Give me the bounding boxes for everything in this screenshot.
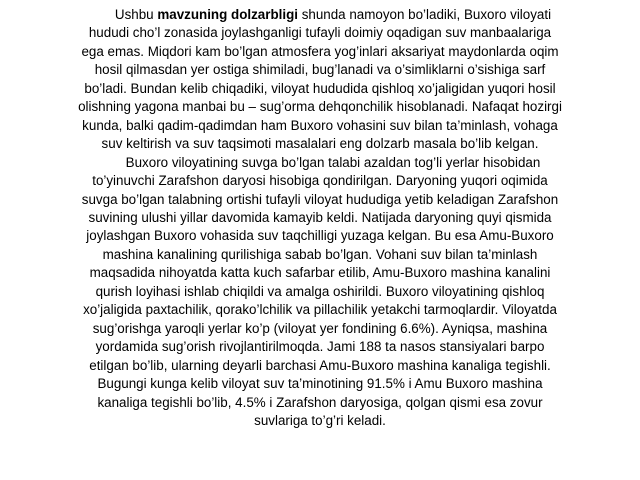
paragraph-2-line-1 — [36, 154, 604, 172]
text-line: etilgan bo’lib, ularning deyarli barchasi Amu-Buxoro mashina kanaliga tegishli. — [89, 357, 551, 373]
text-line: joylashgan Buxoro vohasida suv taqchilligi yuzaga kelgan. Bu esa Amu-Buxoro — [86, 228, 554, 244]
text-line: Bugungi kunga kelib viloyat suv ta’minotining 91.5% i Amu Buxoro mashina — [97, 376, 543, 392]
paragraph-1-line-1 — [36, 6, 604, 24]
paragraph-1 — [36, 6, 604, 154]
text-line: bo’ladi. Bundan kelib chiqadiki, viloyat hududida qishloq xo’jaligidan yuqori hosil — [84, 80, 556, 96]
text-line: to’yinuvchi Zarafshon daryosi hisobiga qondirilgan. Daryoning yuqori oqimida — [92, 173, 548, 189]
paragraph-1-line-1-suffix: shunda namoyon bo’ladiki, Buxoro viloyati — [297, 7, 552, 22]
paragraph-2-line-1-text: Buxoro viloyatining suvga bo’lgan talabi azaldan tog’li yerlar hisobidan — [125, 154, 541, 170]
text-line: suv keltirish va suv taqsimoti masalalari eng dolzarb masala bo’lib kelgan. — [101, 136, 539, 152]
text-line: kanaliga tegishli bo’lib, 4.5% i Zarafshon daryosiga, qolgan qismi esa zovur — [97, 394, 543, 410]
text-line: kunda, balki qadim-qadimdan ham Buxoro vohasini suv bilan ta’minlash, vohaga — [82, 117, 558, 133]
text-line: maqsadida nihoyatda katta kuch safarbar etilib, Amu-Buxoro mashina kanalini — [89, 265, 551, 281]
text-line: hosil qilmasdan yer ostiga shimiladi, bug’lanadi va o’simliklarni o’sishiga sarf — [94, 62, 546, 78]
text-line: suvlariga to’g’ri keladi. — [254, 412, 386, 428]
text-line: hududi cho’l zonasida joylashganligi tufayli doimiy oqadigan suv manbaalariga — [88, 25, 552, 41]
document-body — [36, 6, 604, 430]
text-line: suvining ulushi yillar davomida kamayib keldi. Natijada daryoning quyi qismida — [88, 209, 552, 225]
text-line: sug’orishga yaroqli yerlar ko’p (viloyat yer fondining 6.6%). Ayniqsa, mashina — [92, 320, 548, 336]
text-line: qurish loyihasi ishlab chiqildi va amalga oshirildi. Buxoro viloyatining qishloq — [95, 283, 545, 299]
text-line: mashina kanalining qurilishiga sabab bo’lgan. Vohani suv bilan ta’minlash — [102, 246, 538, 262]
text-line: olishning yagona manbai bu – sug’orma dehqonchilik hisoblanadi. Nafaqat hozirgi — [78, 99, 562, 115]
text-line: ega emas. Miqdori kam bo’lgan atmosfera yog’inlari aksariyat maydonlarda oqim — [81, 43, 559, 59]
text-line: suvga bo’lgan talabning ortishi tufayli viloyat hududiga yetib keladigan Zarafshon — [81, 191, 559, 207]
text-line: yordamida sug’orish rivojlantirilmoqda. Jami 188 ta nasos stansiyalari barpo — [95, 339, 545, 355]
paragraph-2 — [36, 154, 604, 431]
paragraph-1-line-1-prefix: Ushbu — [114, 7, 158, 22]
topic-relevance-term: mavzuning dolzarbligi — [157, 7, 298, 22]
text-line: xo’jaligida paxtachilik, qorako’lchilik va pillachilik yetakchi tarmoqlardir. Viloyatda — [83, 302, 557, 318]
